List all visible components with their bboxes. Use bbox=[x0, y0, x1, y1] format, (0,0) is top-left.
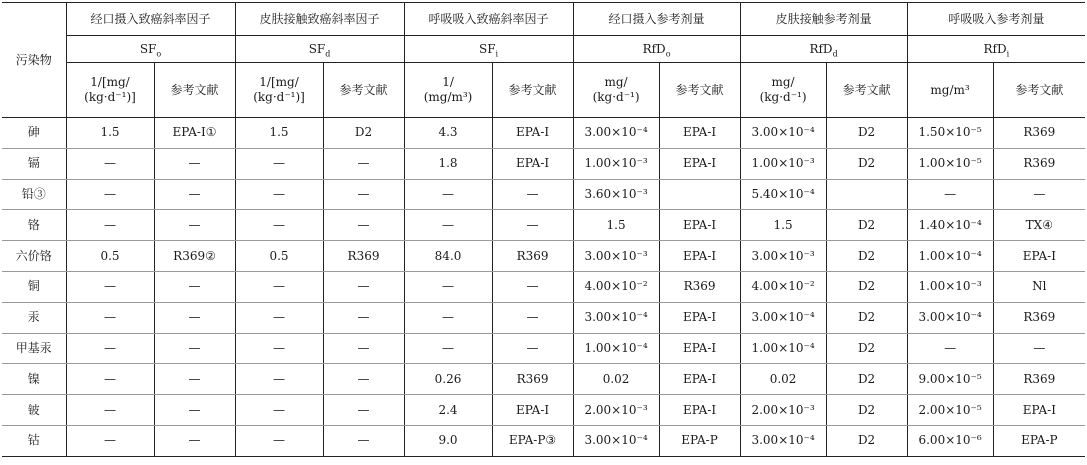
reference-cell: — bbox=[154, 179, 235, 210]
reference-cell: D2 bbox=[826, 241, 907, 272]
reference-cell: R369 bbox=[993, 364, 1085, 395]
unit-rfdd: mg/ (kg·d⁻¹) bbox=[740, 63, 826, 118]
value-cell: — bbox=[907, 333, 993, 364]
reference-cell: EPA-I bbox=[492, 148, 573, 179]
unit-sfo: 1/[mg/ (kg·d⁻¹)] bbox=[66, 63, 154, 118]
param-sfo: $SF_o$ bbox=[66, 36, 235, 63]
value-cell: 3.00×10⁻⁴ bbox=[573, 118, 659, 149]
reference-cell: EPA-I bbox=[659, 302, 740, 333]
value-cell: 9.0 bbox=[404, 425, 492, 456]
reference-cell: — bbox=[323, 364, 404, 395]
reference-cell: R369 bbox=[323, 241, 404, 272]
reference-cell: — bbox=[154, 333, 235, 364]
pollutant-name: 砷 bbox=[2, 118, 66, 149]
pollutant-name: 镍 bbox=[2, 364, 66, 395]
table-row bbox=[2, 395, 1085, 426]
ref-header-sfo: 参考文献 bbox=[154, 63, 235, 118]
table-row bbox=[2, 271, 1085, 302]
value-cell: — bbox=[235, 271, 323, 302]
value-cell: 1.00×10⁻⁴ bbox=[907, 241, 993, 272]
value-cell: — bbox=[66, 179, 154, 210]
param-sfd: $SF_d$ bbox=[235, 36, 404, 63]
value-cell: — bbox=[235, 210, 323, 241]
value-cell: 1.00×10⁻³ bbox=[573, 148, 659, 179]
ref-header-rfdd: 参考文献 bbox=[826, 63, 907, 118]
group-title-dermal-sf: 皮肤接触致癌斜率因子 bbox=[235, 3, 404, 36]
value-cell: 2.4 bbox=[404, 395, 492, 426]
table-row bbox=[2, 118, 1085, 149]
reference-cell: — bbox=[492, 179, 573, 210]
reference-cell: — bbox=[492, 210, 573, 241]
table-row bbox=[2, 148, 1085, 179]
value-cell: — bbox=[66, 302, 154, 333]
value-cell: — bbox=[66, 148, 154, 179]
reference-cell: D2 bbox=[826, 395, 907, 426]
pollutant-name: 汞 bbox=[2, 302, 66, 333]
value-cell: 3.00×10⁻⁴ bbox=[740, 425, 826, 456]
reference-cell: D2 bbox=[826, 364, 907, 395]
value-cell: — bbox=[66, 210, 154, 241]
reference-cell: R369 bbox=[659, 271, 740, 302]
param-sfi: $SF_i$ bbox=[404, 36, 573, 63]
table-row bbox=[2, 364, 1085, 395]
reference-cell bbox=[826, 179, 907, 210]
value-cell: — bbox=[66, 425, 154, 456]
reference-cell: — bbox=[154, 210, 235, 241]
value-cell: 2.00×10⁻³ bbox=[740, 395, 826, 426]
reference-cell: — bbox=[323, 395, 404, 426]
value-cell: — bbox=[235, 302, 323, 333]
table-row bbox=[2, 425, 1085, 456]
value-cell: 6.00×10⁻⁶ bbox=[907, 425, 993, 456]
reference-cell: EPA-I bbox=[659, 148, 740, 179]
unit-sfd: 1/[mg/ (kg·d⁻¹)] bbox=[235, 63, 323, 118]
value-cell: — bbox=[404, 210, 492, 241]
pollutant-name: 铬 bbox=[2, 210, 66, 241]
reference-cell: R369② bbox=[154, 241, 235, 272]
value-cell: 1.5 bbox=[235, 118, 323, 149]
value-cell: 3.00×10⁻⁴ bbox=[740, 118, 826, 149]
reference-cell: — bbox=[323, 425, 404, 456]
value-cell: 0.02 bbox=[740, 364, 826, 395]
value-cell: — bbox=[235, 425, 323, 456]
group-title-inhal-sf: 呼吸吸入致癌斜率因子 bbox=[404, 3, 573, 36]
reference-cell: TX④ bbox=[993, 210, 1085, 241]
reference-cell: — bbox=[154, 148, 235, 179]
ref-header-rfdi: 参考文献 bbox=[993, 63, 1085, 118]
reference-cell: — bbox=[154, 364, 235, 395]
value-cell: 1.5 bbox=[66, 118, 154, 149]
reference-cell: EPA-I bbox=[993, 241, 1085, 272]
table-row bbox=[2, 179, 1085, 210]
reference-cell: R369 bbox=[993, 148, 1085, 179]
param-rfdo: RfD$_o$ bbox=[573, 36, 740, 63]
value-cell: 3.00×10⁻³ bbox=[573, 241, 659, 272]
value-cell: — bbox=[66, 333, 154, 364]
value-cell: — bbox=[404, 179, 492, 210]
value-cell: 0.5 bbox=[66, 241, 154, 272]
value-cell: 3.00×10⁻⁴ bbox=[573, 425, 659, 456]
pollutant-name: 六价铬 bbox=[2, 241, 66, 272]
param-rfdi: RfD$_i$ bbox=[907, 36, 1085, 63]
value-cell: 0.5 bbox=[235, 241, 323, 272]
value-cell: 9.00×10⁻⁵ bbox=[907, 364, 993, 395]
reference-cell: EPA-I bbox=[659, 333, 740, 364]
unit-sfi: 1/ (mg/m³) bbox=[404, 63, 492, 118]
toxicity-parameter-table bbox=[2, 2, 1085, 457]
reference-cell: D2 bbox=[826, 425, 907, 456]
reference-cell: D2 bbox=[826, 302, 907, 333]
reference-cell: D2 bbox=[826, 210, 907, 241]
reference-cell: R369 bbox=[492, 241, 573, 272]
reference-cell: — bbox=[154, 425, 235, 456]
value-cell: 4.00×10⁻² bbox=[740, 271, 826, 302]
reference-cell: — bbox=[323, 333, 404, 364]
reference-cell: — bbox=[323, 148, 404, 179]
reference-cell: EPA-P③ bbox=[492, 425, 573, 456]
reference-cell: — bbox=[993, 333, 1085, 364]
reference-cell: EPA-I bbox=[659, 118, 740, 149]
value-cell: — bbox=[404, 302, 492, 333]
param-rfdd: RfD$_d$ bbox=[740, 36, 907, 63]
reference-cell: EPA-I bbox=[492, 118, 573, 149]
value-cell: 3.00×10⁻⁴ bbox=[740, 302, 826, 333]
reference-cell: EPA-I bbox=[659, 210, 740, 241]
value-cell: 3.00×10⁻³ bbox=[740, 241, 826, 272]
value-cell: — bbox=[235, 179, 323, 210]
table-row bbox=[2, 302, 1085, 333]
table-row bbox=[2, 210, 1085, 241]
value-cell: 84.0 bbox=[404, 241, 492, 272]
reference-cell: EPA-P bbox=[659, 425, 740, 456]
group-title-oral-rfd: 经口摄入参考剂量 bbox=[573, 3, 740, 36]
value-cell: — bbox=[907, 179, 993, 210]
group-title-oral-sf: 经口摄入致癌斜率因子 bbox=[66, 3, 235, 36]
reference-cell: — bbox=[154, 395, 235, 426]
value-cell: — bbox=[235, 333, 323, 364]
value-cell: 1.00×10⁻⁴ bbox=[740, 333, 826, 364]
reference-cell: D2 bbox=[826, 271, 907, 302]
value-cell: 1.50×10⁻⁵ bbox=[907, 118, 993, 149]
value-cell: — bbox=[235, 364, 323, 395]
value-cell: 4.3 bbox=[404, 118, 492, 149]
value-cell: 5.40×10⁻⁴ bbox=[740, 179, 826, 210]
value-cell: 4.00×10⁻² bbox=[573, 271, 659, 302]
reference-cell: — bbox=[323, 302, 404, 333]
reference-cell: D2 bbox=[826, 333, 907, 364]
value-cell: — bbox=[404, 333, 492, 364]
value-cell: 1.00×10⁻⁵ bbox=[907, 148, 993, 179]
value-cell: — bbox=[66, 395, 154, 426]
value-cell: — bbox=[404, 271, 492, 302]
reference-cell: — bbox=[154, 302, 235, 333]
reference-cell: — bbox=[323, 271, 404, 302]
value-cell: 3.00×10⁻⁴ bbox=[573, 302, 659, 333]
value-cell: 1.40×10⁻⁴ bbox=[907, 210, 993, 241]
group-title-inhal-rfd: 呼吸吸入参考剂量 bbox=[907, 3, 1085, 36]
value-cell: — bbox=[235, 395, 323, 426]
value-cell: 2.00×10⁻⁵ bbox=[907, 395, 993, 426]
reference-cell: — bbox=[323, 179, 404, 210]
value-cell: 2.00×10⁻³ bbox=[573, 395, 659, 426]
reference-cell: — bbox=[492, 333, 573, 364]
value-cell: 1.5 bbox=[740, 210, 826, 241]
value-cell: — bbox=[66, 364, 154, 395]
reference-cell: R369 bbox=[993, 302, 1085, 333]
pollutant-name: 镉 bbox=[2, 148, 66, 179]
pollutant-name: 铅③ bbox=[2, 179, 66, 210]
value-cell: 3.00×10⁻⁴ bbox=[907, 302, 993, 333]
reference-cell: — bbox=[323, 210, 404, 241]
value-cell: 1.8 bbox=[404, 148, 492, 179]
table-row bbox=[2, 333, 1085, 364]
pollutant-name: 铍 bbox=[2, 395, 66, 426]
value-cell: 0.02 bbox=[573, 364, 659, 395]
reference-cell: Nl bbox=[993, 271, 1085, 302]
value-cell: 1.00×10⁻³ bbox=[740, 148, 826, 179]
ref-header-sfi: 参考文献 bbox=[492, 63, 573, 118]
value-cell: — bbox=[66, 271, 154, 302]
reference-cell: EPA-I bbox=[492, 395, 573, 426]
reference-cell: EPA-I bbox=[993, 395, 1085, 426]
reference-cell: EPA-I bbox=[659, 241, 740, 272]
ref-header-sfd: 参考文献 bbox=[323, 63, 404, 118]
pollutant-header: 污染物 bbox=[2, 3, 66, 118]
table-header bbox=[2, 3, 1085, 118]
reference-cell: — bbox=[154, 271, 235, 302]
reference-cell: — bbox=[492, 302, 573, 333]
reference-cell: R369 bbox=[993, 118, 1085, 149]
value-cell: 3.60×10⁻³ bbox=[573, 179, 659, 210]
reference-cell: — bbox=[993, 179, 1085, 210]
value-cell: 1.00×10⁻⁴ bbox=[573, 333, 659, 364]
value-cell: 1.00×10⁻³ bbox=[907, 271, 993, 302]
group-title-dermal-rfd: 皮肤接触参考剂量 bbox=[740, 3, 907, 36]
table-body bbox=[2, 118, 1085, 457]
ref-header-rfdo: 参考文献 bbox=[659, 63, 740, 118]
pollutant-name: 钴 bbox=[2, 425, 66, 456]
reference-cell: — bbox=[492, 271, 573, 302]
reference-cell bbox=[659, 179, 740, 210]
pollutant-name: 铜 bbox=[2, 271, 66, 302]
reference-cell: EPA-I bbox=[659, 395, 740, 426]
reference-cell: R369 bbox=[492, 364, 573, 395]
value-cell: 1.5 bbox=[573, 210, 659, 241]
reference-cell: D2 bbox=[826, 148, 907, 179]
value-cell: — bbox=[235, 148, 323, 179]
unit-rfdi: mg/m³ bbox=[907, 63, 993, 118]
reference-cell: EPA-I① bbox=[154, 118, 235, 149]
pollutant-name: 甲基汞 bbox=[2, 333, 66, 364]
reference-cell: EPA-P bbox=[993, 425, 1085, 456]
reference-cell: D2 bbox=[826, 118, 907, 149]
reference-cell: EPA-I bbox=[659, 364, 740, 395]
unit-rfdo: mg/ (kg·d⁻¹) bbox=[573, 63, 659, 118]
reference-cell: D2 bbox=[323, 118, 404, 149]
value-cell: 0.26 bbox=[404, 364, 492, 395]
table-row bbox=[2, 241, 1085, 272]
